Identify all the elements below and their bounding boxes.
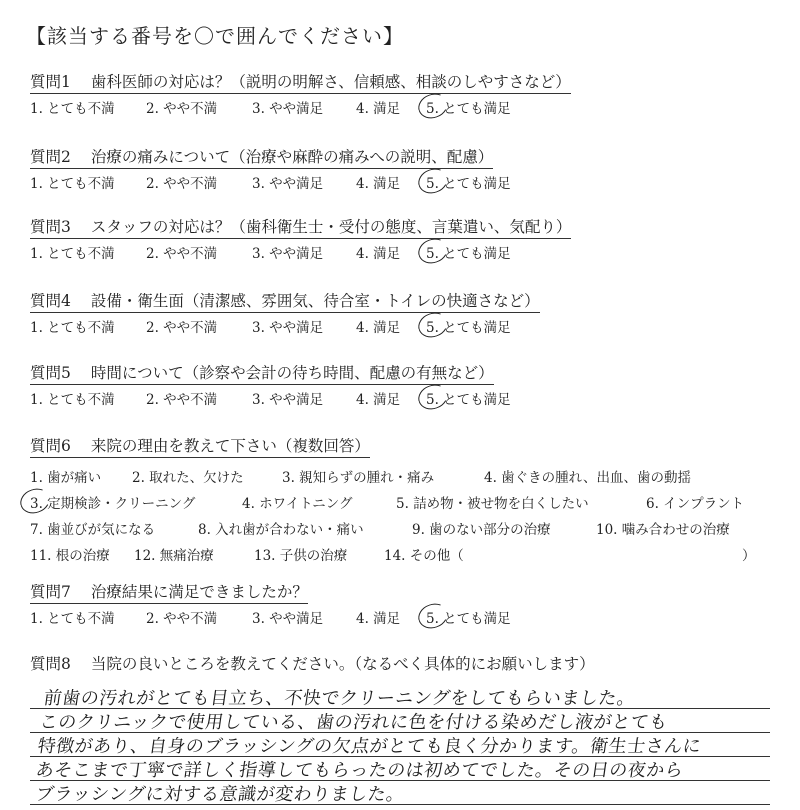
other-close-paren: ） xyxy=(742,548,756,564)
reason-option[interactable]: 10. 噛み合わせの治療 xyxy=(596,522,730,538)
option-2[interactable]: 2. やや不満 xyxy=(146,320,218,336)
option-3[interactable]: 3. やや満足 xyxy=(252,176,324,192)
option-2[interactable]: 2. やや不満 xyxy=(146,101,218,117)
reason-option[interactable]: 4. 歯ぐきの腫れ、出血、歯の動揺 xyxy=(484,470,691,486)
option-5[interactable]: 5. とても満足 xyxy=(426,392,511,408)
reason-option[interactable]: 9. 歯のない部分の治療 xyxy=(412,522,551,538)
option-4[interactable]: 4. 満足 xyxy=(356,246,401,262)
rating-options xyxy=(30,607,780,627)
handwritten-line: あそこまで丁寧で詳しく指導してもらったのは初めてでした。その日の夜から xyxy=(34,760,685,781)
question-text: 歯科医師の対応は？（説明の明解さ、信頼感、相談のしやすさなど） xyxy=(90,73,571,91)
handwritten-line: 前歯の汚れがとても目立ち、不快でクリーニングをしてもらいました。 xyxy=(42,688,637,709)
option-4[interactable]: 4. 満足 xyxy=(356,320,401,336)
question-number: 質問1 xyxy=(30,73,71,91)
option-3[interactable]: 3. やや満足 xyxy=(252,320,324,336)
option-1[interactable]: 1. とても不満 xyxy=(30,101,115,117)
comment-area[interactable] xyxy=(0,688,800,810)
question-text: 治療結果に満足できましたか？ xyxy=(90,583,308,601)
question-1 xyxy=(30,70,780,117)
option-4[interactable]: 4. 満足 xyxy=(356,176,401,192)
selection-circle xyxy=(415,381,451,414)
reason-option[interactable]: 2. 取れた、欠けた xyxy=(132,470,244,486)
selection-circle xyxy=(415,165,451,198)
reason-option[interactable]: 13. 子供の治療 xyxy=(254,548,348,564)
question-3 xyxy=(30,215,780,262)
option-1[interactable]: 1. とても不満 xyxy=(30,320,115,336)
option-2[interactable]: 2. やや不満 xyxy=(146,611,218,627)
option-4[interactable]: 4. 満足 xyxy=(356,611,401,627)
selection-circle xyxy=(415,235,451,268)
rating-options xyxy=(30,388,780,408)
handwritten-line: ブラッシングに対する意識が変わりました。 xyxy=(34,784,407,805)
option-5[interactable]: 5. とても満足 xyxy=(426,246,511,262)
reason-option[interactable]: 8. 入れ歯が合わない・痛い xyxy=(198,522,364,538)
option-5[interactable]: 5. とても満足 xyxy=(426,320,511,336)
selection-circle xyxy=(415,90,451,123)
question-text: 設備・衛生面（清潔感、雰囲気、待合室・トイレの快適さなど） xyxy=(90,292,540,310)
rating-options xyxy=(30,172,780,192)
option-1[interactable]: 1. とても不満 xyxy=(30,392,115,408)
option-5[interactable]: 5. とても満足 xyxy=(426,176,511,192)
other-option[interactable]: 14. その他（ xyxy=(384,548,464,564)
reason-option[interactable]: 3. 定期検診・クリーニング xyxy=(30,496,196,512)
reason-option[interactable]: 3. 親知らずの腫れ・痛み xyxy=(282,470,435,486)
option-2[interactable]: 2. やや不満 xyxy=(146,246,218,262)
option-3[interactable]: 3. やや満足 xyxy=(252,101,324,117)
question-6 xyxy=(30,434,780,568)
option-3[interactable]: 3. やや満足 xyxy=(252,611,324,627)
reason-option[interactable]: 5. 詰め物・被せ物を白くしたい xyxy=(396,496,589,512)
option-2[interactable]: 2. やや不満 xyxy=(146,176,218,192)
rating-options xyxy=(30,97,780,117)
question-number: 質問2 xyxy=(30,148,71,166)
handwritten-line: 特徴があり、自身のブラッシングの欠点がとても良く分かります。衛生士さんに xyxy=(36,736,703,757)
option-4[interactable]: 4. 満足 xyxy=(356,101,401,117)
option-3[interactable]: 3. やや満足 xyxy=(252,246,324,262)
question-number: 質問5 xyxy=(30,364,71,382)
reason-option[interactable]: 12. 無痛治療 xyxy=(134,548,214,564)
option-2[interactable]: 2. やや不満 xyxy=(146,392,218,408)
question-text: 時間について（診察や会計の待ち時間、配慮の有無など） xyxy=(90,364,494,382)
question-7 xyxy=(30,580,780,627)
option-1[interactable]: 1. とても不満 xyxy=(30,246,115,262)
reason-option[interactable]: 6. インプラント xyxy=(646,496,745,512)
option-4[interactable]: 4. 満足 xyxy=(356,392,401,408)
form-title: 【該当する番号を〇で囲んでください】 xyxy=(26,24,404,48)
selection-circle xyxy=(415,309,451,342)
option-3[interactable]: 3. やや満足 xyxy=(252,392,324,408)
question-4 xyxy=(30,289,780,336)
question-text: 来院の理由を教えて下さい（複数回答） xyxy=(90,437,370,455)
reason-option[interactable]: 1. 歯が痛い xyxy=(30,470,102,486)
question-number: 質問4 xyxy=(30,292,71,310)
rating-options xyxy=(30,242,780,262)
question-number: 質問7 xyxy=(30,583,71,601)
question-2 xyxy=(30,145,780,192)
option-5[interactable]: 5. とても満足 xyxy=(426,611,511,627)
option-1[interactable]: 1. とても不満 xyxy=(30,611,115,627)
question-number: 質問8 xyxy=(30,655,71,673)
reason-option[interactable]: 4. ホワイトニング xyxy=(242,496,353,512)
reason-option[interactable]: 7. 歯並びが気になる xyxy=(30,522,156,538)
question-text: 治療の痛みについて（治療や麻酔の痛みへの説明、配慮） xyxy=(90,148,494,166)
question-text: スタッフの対応は？（歯科衛生士・受付の態度、言葉遣い、気配り） xyxy=(90,218,572,236)
option-5[interactable]: 5. とても満足 xyxy=(426,101,511,117)
reason-option[interactable]: 11. 根の治療 xyxy=(30,548,110,564)
question-text: 当院の良いところを教えてください。（なるべく具体的にお願いします） xyxy=(90,655,595,673)
question-5 xyxy=(30,361,780,408)
question-number: 質問3 xyxy=(30,218,71,236)
question-number: 質問6 xyxy=(30,437,71,455)
selection-circle xyxy=(415,600,451,633)
option-1[interactable]: 1. とても不満 xyxy=(30,176,115,192)
reason-options xyxy=(30,464,780,568)
question-8 xyxy=(30,652,780,674)
handwritten-line: このクリニックで使用している、歯の汚れに色を付ける染めだし液がとても xyxy=(38,712,670,733)
selection-circle xyxy=(17,485,53,518)
rating-options xyxy=(30,316,780,336)
